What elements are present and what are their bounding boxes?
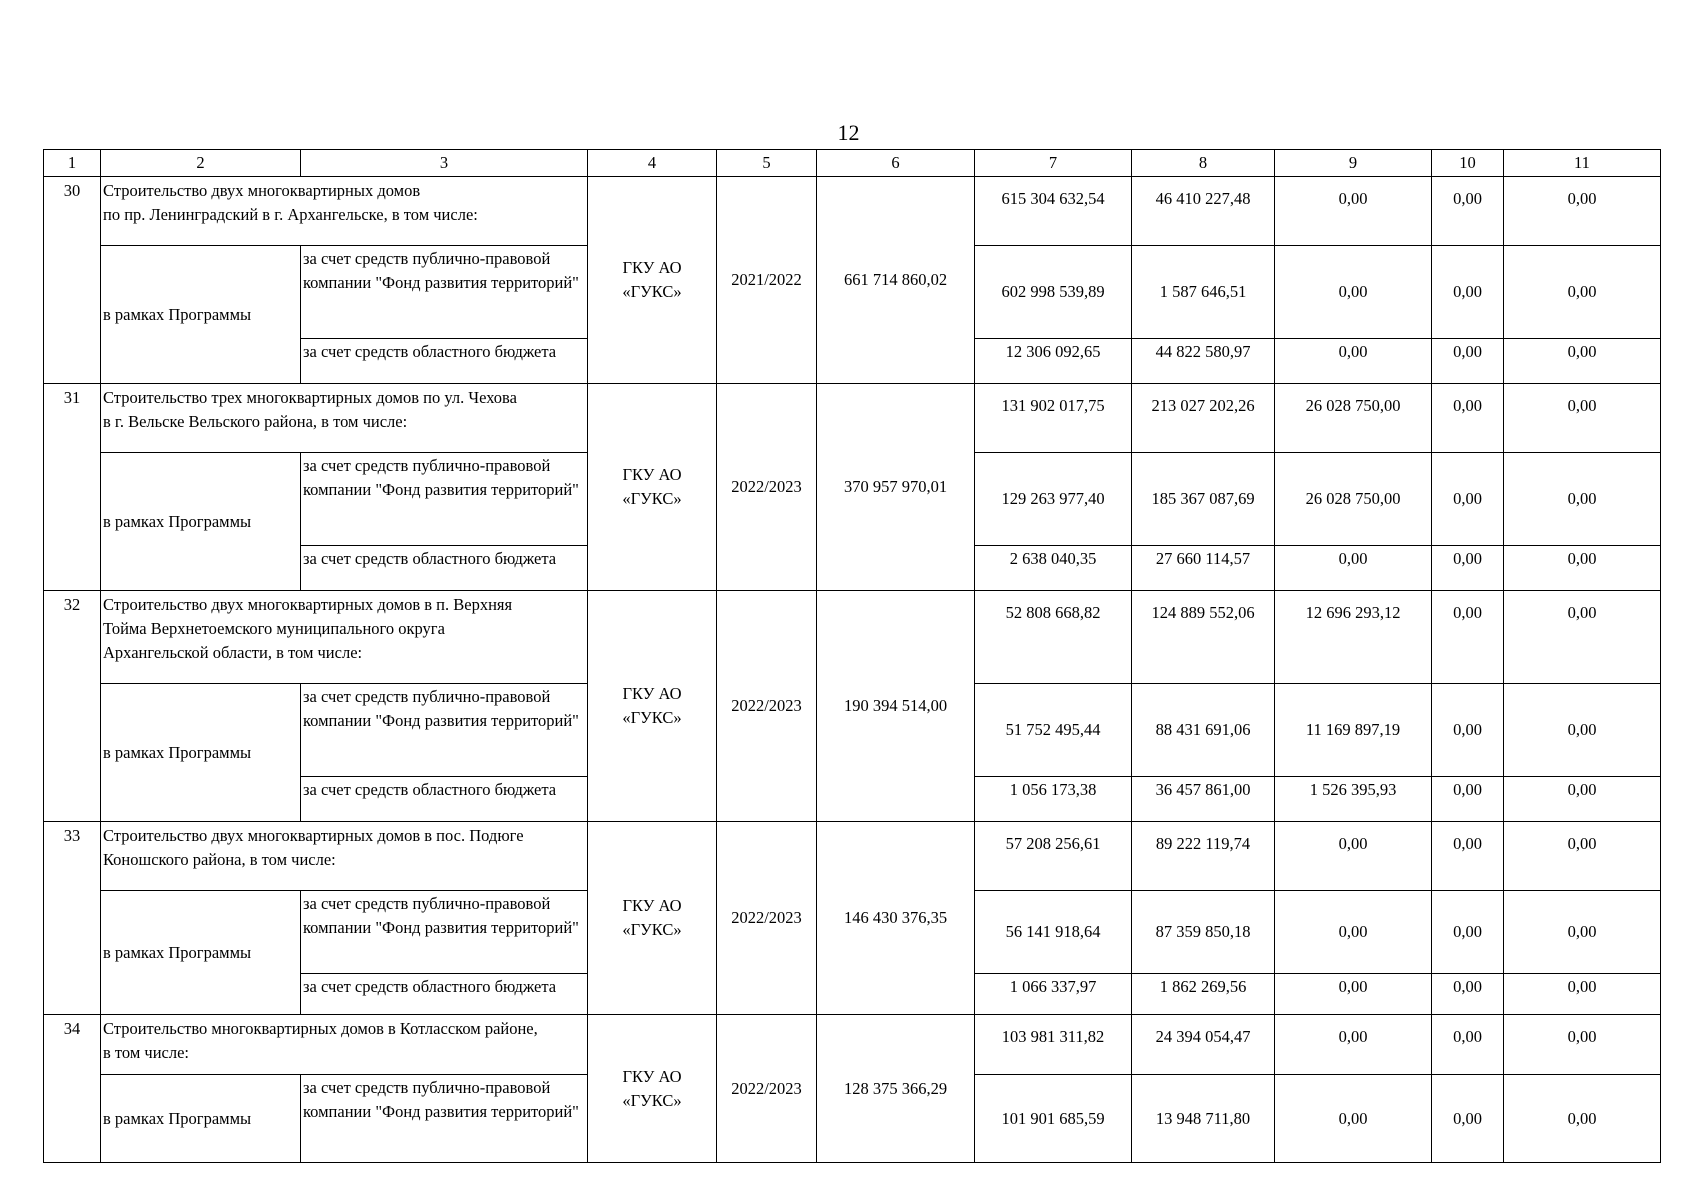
value-col-9: 0,00 <box>1275 246 1432 339</box>
program-label: в рамках Программы <box>101 891 301 1015</box>
value-col-11: 0,00 <box>1504 1075 1661 1163</box>
item-row <box>44 822 1661 891</box>
column-header: 11 <box>1504 150 1661 177</box>
item-number: 31 <box>44 384 101 591</box>
value-col-7: 131 902 017,75 <box>975 384 1132 453</box>
value-col-8: 124 889 552,06 <box>1132 591 1275 684</box>
value-col-8: 44 822 580,97 <box>1132 339 1275 384</box>
item-name: Строительство двух многоквартирных домов в пос. Подюге Коношского района, в том числе: <box>101 822 588 891</box>
value-col-9: 26 028 750,00 <box>1275 453 1432 546</box>
item-row <box>44 384 1661 453</box>
value-col-11: 0,00 <box>1504 684 1661 777</box>
value-col-7: 1 066 337,97 <box>975 974 1132 1015</box>
total-cost-cell: 128 375 366,29 <box>817 1015 975 1163</box>
item-number: 33 <box>44 822 101 1015</box>
value-col-7: 1 056 173,38 <box>975 777 1132 822</box>
value-col-9: 0,00 <box>1275 1075 1432 1163</box>
value-col-9: 1 526 395,93 <box>1275 777 1432 822</box>
value-col-7: 129 263 977,40 <box>975 453 1132 546</box>
value-col-8: 1 587 646,51 <box>1132 246 1275 339</box>
value-col-11: 0,00 <box>1504 822 1661 891</box>
agency-cell: ГКУ АО «ГУКС» <box>588 591 717 822</box>
value-col-8: 46 410 227,48 <box>1132 177 1275 246</box>
value-col-7: 602 998 539,89 <box>975 246 1132 339</box>
item-row <box>44 591 1661 684</box>
agency-cell: ГКУ АО «ГУКС» <box>588 384 717 591</box>
value-col-7: 57 208 256,61 <box>975 822 1132 891</box>
value-col-11: 0,00 <box>1504 1015 1661 1075</box>
value-col-8: 89 222 119,74 <box>1132 822 1275 891</box>
column-header: 10 <box>1432 150 1504 177</box>
value-col-11: 0,00 <box>1504 777 1661 822</box>
value-col-10: 0,00 <box>1432 546 1504 591</box>
value-col-11: 0,00 <box>1504 546 1661 591</box>
value-col-11: 0,00 <box>1504 384 1661 453</box>
funding-source: за счет средств областного бюджета <box>301 777 588 822</box>
value-col-10: 0,00 <box>1432 177 1504 246</box>
value-col-7: 101 901 685,59 <box>975 1075 1132 1163</box>
item-name: Строительство двух многоквартирных домов по пр. Ленинградский в г. Архангельске, в том числе: <box>101 177 588 246</box>
item-row <box>44 177 1661 246</box>
value-col-10: 0,00 <box>1432 339 1504 384</box>
value-col-10: 0,00 <box>1432 777 1504 822</box>
value-col-8: 24 394 054,47 <box>1132 1015 1275 1075</box>
value-col-11: 0,00 <box>1504 339 1661 384</box>
column-header: 3 <box>301 150 588 177</box>
column-header: 1 <box>44 150 101 177</box>
program-label: в рамках Программы <box>101 453 301 591</box>
page-number: 12 <box>837 120 860 145</box>
item-number: 34 <box>44 1015 101 1163</box>
column-header: 9 <box>1275 150 1432 177</box>
value-col-10: 0,00 <box>1432 246 1504 339</box>
column-header: 4 <box>588 150 717 177</box>
value-col-8: 13 948 711,80 <box>1132 1075 1275 1163</box>
item-number: 32 <box>44 591 101 822</box>
value-col-8: 36 457 861,00 <box>1132 777 1275 822</box>
value-col-7: 51 752 495,44 <box>975 684 1132 777</box>
value-col-10: 0,00 <box>1432 453 1504 546</box>
column-header: 7 <box>975 150 1132 177</box>
value-col-9: 12 696 293,12 <box>1275 591 1432 684</box>
column-header: 8 <box>1132 150 1275 177</box>
item-name: Строительство многоквартирных домов в Котласском районе, в том числе: <box>101 1015 588 1075</box>
funding-source: за счет средств областного бюджета <box>301 974 588 1015</box>
value-col-9: 0,00 <box>1275 822 1432 891</box>
column-header: 5 <box>717 150 817 177</box>
value-col-9: 0,00 <box>1275 1015 1432 1075</box>
value-col-8: 185 367 087,69 <box>1132 453 1275 546</box>
value-col-9: 0,00 <box>1275 974 1432 1015</box>
program-label: в рамках Программы <box>101 684 301 822</box>
value-col-7: 52 808 668,82 <box>975 591 1132 684</box>
period-cell: 2022/2023 <box>717 1015 817 1163</box>
total-cost-cell: 146 430 376,35 <box>817 822 975 1015</box>
value-col-10: 0,00 <box>1432 822 1504 891</box>
value-col-9: 26 028 750,00 <box>1275 384 1432 453</box>
value-col-7: 615 304 632,54 <box>975 177 1132 246</box>
value-col-7: 103 981 311,82 <box>975 1015 1132 1075</box>
value-col-8: 87 359 850,18 <box>1132 891 1275 974</box>
value-col-11: 0,00 <box>1504 453 1661 546</box>
funding-source: за счет средств публично-правовой компании "Фонд развития территорий" <box>301 684 588 777</box>
total-cost-cell: 370 957 970,01 <box>817 384 975 591</box>
value-col-7: 12 306 092,65 <box>975 339 1132 384</box>
period-cell: 2022/2023 <box>717 384 817 591</box>
header-row <box>44 150 1661 177</box>
period-cell: 2022/2023 <box>717 591 817 822</box>
value-col-8: 1 862 269,56 <box>1132 974 1275 1015</box>
value-col-9: 0,00 <box>1275 177 1432 246</box>
total-cost-cell: 661 714 860,02 <box>817 177 975 384</box>
value-col-8: 27 660 114,57 <box>1132 546 1275 591</box>
column-header: 2 <box>101 150 301 177</box>
total-cost-cell: 190 394 514,00 <box>817 591 975 822</box>
item-number: 30 <box>44 177 101 384</box>
period-cell: 2021/2022 <box>717 177 817 384</box>
agency-cell: ГКУ АО «ГУКС» <box>588 177 717 384</box>
value-col-9: 0,00 <box>1275 339 1432 384</box>
value-col-11: 0,00 <box>1504 591 1661 684</box>
item-name: Строительство двух многоквартирных домов в п. Верхняя Тойма Верхнетоемского муниципального округа Архангельской области, в том числе: <box>101 591 588 684</box>
value-col-9: 0,00 <box>1275 891 1432 974</box>
agency-cell: ГКУ АО «ГУКС» <box>588 822 717 1015</box>
funding-source: за счет средств публично-правовой компании "Фонд развития территорий" <box>301 453 588 546</box>
agency-cell: ГКУ АО «ГУКС» <box>588 1015 717 1163</box>
value-col-11: 0,00 <box>1504 891 1661 974</box>
value-col-8: 213 027 202,26 <box>1132 384 1275 453</box>
value-col-9: 0,00 <box>1275 546 1432 591</box>
value-col-8: 88 431 691,06 <box>1132 684 1275 777</box>
value-col-10: 0,00 <box>1432 891 1504 974</box>
funding-source: за счет средств областного бюджета <box>301 339 588 384</box>
period-cell: 2022/2023 <box>717 822 817 1015</box>
funding-source: за счет средств публично-правовой компании "Фонд развития территорий" <box>301 246 588 339</box>
value-col-10: 0,00 <box>1432 1015 1504 1075</box>
item-row <box>44 1015 1661 1075</box>
value-col-11: 0,00 <box>1504 974 1661 1015</box>
value-col-10: 0,00 <box>1432 684 1504 777</box>
program-label: в рамках Программы <box>101 1075 301 1163</box>
value-col-11: 0,00 <box>1504 246 1661 339</box>
budget-table <box>43 149 1661 1163</box>
column-header: 6 <box>817 150 975 177</box>
value-col-7: 56 141 918,64 <box>975 891 1132 974</box>
value-col-10: 0,00 <box>1432 974 1504 1015</box>
value-col-9: 11 169 897,19 <box>1275 684 1432 777</box>
value-col-10: 0,00 <box>1432 384 1504 453</box>
funding-source: за счет средств публично-правовой компании "Фонд развития территорий" <box>301 891 588 974</box>
value-col-11: 0,00 <box>1504 177 1661 246</box>
value-col-10: 0,00 <box>1432 591 1504 684</box>
value-col-7: 2 638 040,35 <box>975 546 1132 591</box>
program-label: в рамках Программы <box>101 246 301 384</box>
value-col-10: 0,00 <box>1432 1075 1504 1163</box>
funding-source: за счет средств публично-правовой компании "Фонд развития территорий" <box>301 1075 588 1163</box>
item-name: Строительство трех многоквартирных домов по ул. Чехова в г. Вельске Вельского района, в том числе: <box>101 384 588 453</box>
funding-source: за счет средств областного бюджета <box>301 546 588 591</box>
